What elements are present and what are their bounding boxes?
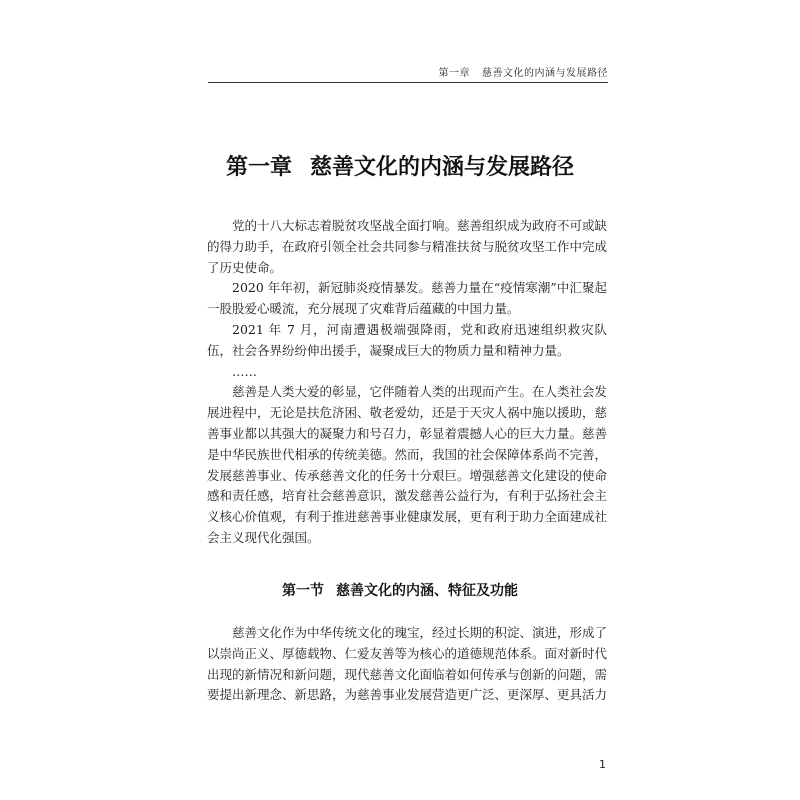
- section-number: 第一节: [282, 583, 324, 599]
- running-header-chapter-name: 慈善文化的内涵与发展路径: [482, 68, 608, 79]
- running-header: [439, 64, 609, 79]
- section-text: [207, 623, 607, 706]
- running-header-chapter-label: 第一章: [438, 68, 470, 79]
- intro-paragraph-4: 慈善是人类大爱的彰显，它伴随着人类的出现而产生。在人类社会发展进程中，无论是扶危济困、敬老爱幼，还是于天灾人祸中施以援助，慈善事业都以其强大的凝聚力和号召力，彰显着震撼人心的巨大力量。慈善是中华民族世代相承的传统美德。然而，我国的社会保障体系尚不完善，发展慈善事业、传承慈善文化的任务十分艰巨。增强慈善文化建设的使命感和责任感，培育社会慈善意识，激发慈善公益行为，有利于弘扬社会主义核心价值观，有利于推进慈善事业健康发展，更有利于助力全面建成社会主义现代化强国。: [207, 384, 608, 545]
- chapter-name: 慈善文化的内涵与发展路径: [310, 154, 575, 180]
- intro-paragraph-1: 党的十八大标志着脱贫攻坚战全面打响。慈善组织成为政府不可或缺的得力助手，在政府引领全社会共同参与精准扶贫与脱贫攻坚工作中完成了历史使命。: [207, 218, 608, 275]
- ellipsis-paragraph: ……: [232, 363, 257, 379]
- intro-text: [207, 216, 607, 549]
- chapter-number: 第一章: [225, 154, 292, 180]
- page-number: 1: [599, 758, 606, 771]
- header-rule: [208, 82, 608, 83]
- intro-paragraph-2: 2020 年年初，新冠肺炎疫情暴发。慈善力量在“疫情寒潮”中汇聚起一股股爱心暖流，充分展现了灾难背后蕴藏的中国力量。: [207, 280, 607, 317]
- section-paragraph-1: 慈善文化作为中华传统文化的瑰宝，经过长期的积淀、演进，形成了以崇尚正义、厚德载物、仁爱友善等为核心的道德规范体系。面对新时代出现的新情况和新问题，现代慈善文化面临着如何传承与创新的问题，需要提出新理念、新思路，为慈善事业发展营造更广泛、更深厚、更具活力: [207, 625, 608, 703]
- chapter-title: [0, 150, 800, 181]
- intro-paragraph-3: 2021 年 7 月，河南遭遇极端强降雨，党和政府迅速组织救灾队伍，社会各界纷纷伸出援手，凝聚成巨大的物质力量和精神力量。: [207, 321, 607, 358]
- section-name: 慈善文化的内涵、特征及功能: [336, 583, 518, 599]
- section-title: [0, 580, 800, 600]
